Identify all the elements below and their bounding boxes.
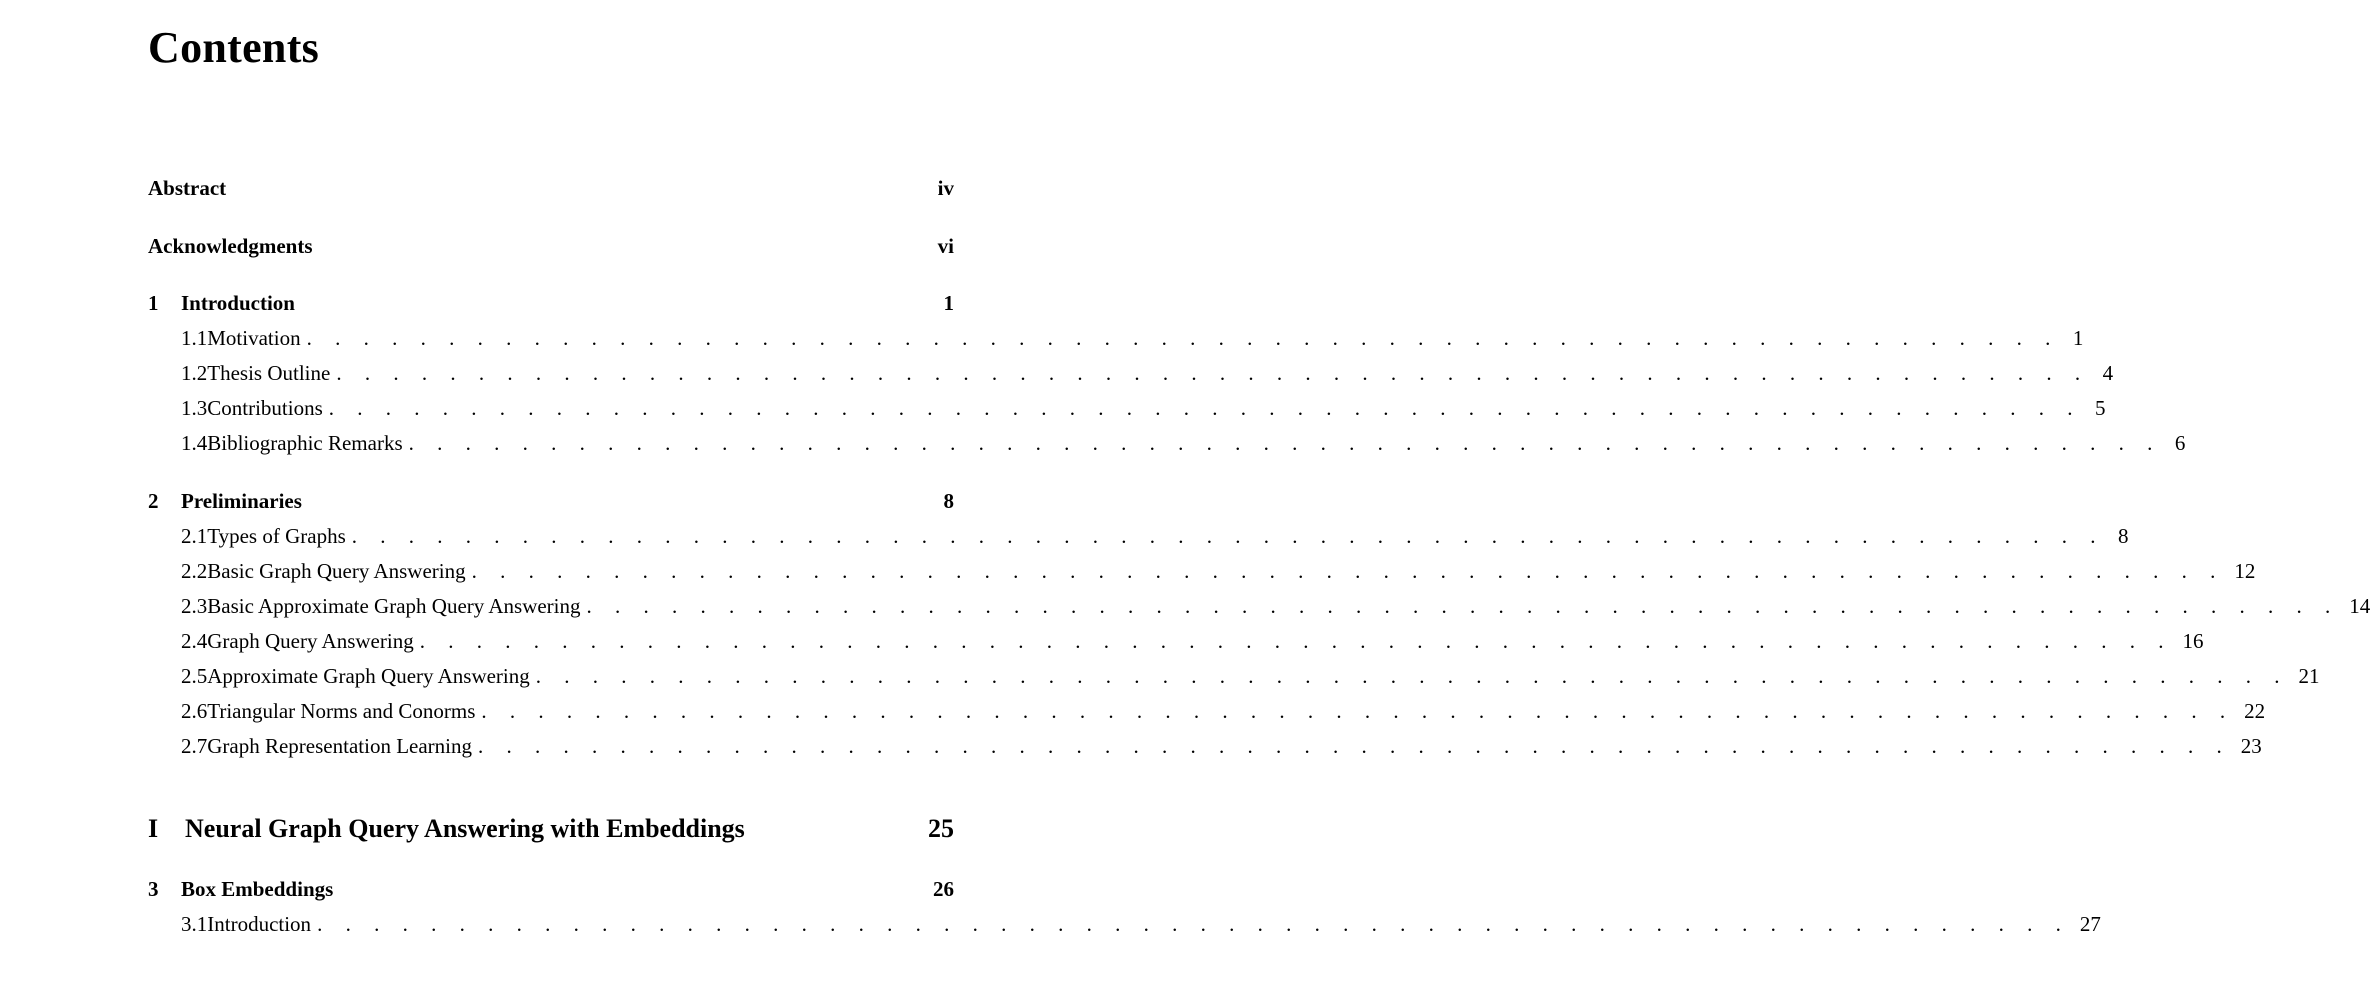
part-page: 25	[928, 814, 954, 843]
section-number: 2.2	[181, 559, 208, 583]
toc-section-1-4[interactable]	[148, 430, 2186, 456]
section-page: 22	[2244, 699, 2266, 723]
chapter-title: Introduction	[181, 291, 295, 315]
part-number: I	[148, 814, 159, 843]
toc-part-1[interactable]	[148, 814, 954, 844]
toc-section-2-5[interactable]	[148, 663, 2320, 689]
dot-leader: . . . . . . . . . . . . . . . . . . . . . . . . . . . . . . . . . . . . . . . . . . . . . . . . . . . . . . . . . . . . . .	[328, 396, 2082, 420]
toc-section-1-1[interactable]	[148, 325, 2084, 351]
entry-page: vi	[937, 234, 954, 258]
toc-section-2-2[interactable]	[148, 558, 2256, 584]
part-title: Neural Graph Query Answering with Embeddings	[185, 814, 745, 843]
section-page: 23	[2240, 734, 2262, 758]
toc-section-2-4[interactable]	[148, 628, 2204, 654]
chapter-title: Preliminaries	[181, 489, 302, 513]
section-page: 14	[2349, 594, 2370, 618]
section-page: 4	[2102, 361, 2114, 385]
section-number: 2.1	[181, 524, 208, 548]
toc-section-1-3[interactable]	[148, 395, 2106, 421]
section-title: Bibliographic Remarks	[207, 431, 403, 455]
section-title: Graph Representation Learning	[207, 734, 472, 758]
entry-title: Acknowledgments	[148, 234, 313, 258]
dot-leader: . . . . . . . . . . . . . . . . . . . . . . . . . . . . . . . . . . . . . . . . . . . . . . . . . . . . . . . . . . . . . .	[471, 559, 2225, 583]
dot-leader: . . . . . . . . . . . . . . . . . . . . . . . . . . . . . . . . . . . . . . . . . . . . . . . . . . . . . . . . . . . . . .	[535, 664, 2289, 688]
toc-section-2-7[interactable]	[148, 733, 2262, 759]
section-title: Basic Graph Query Answering	[207, 559, 466, 583]
section-page: 6	[2174, 431, 2186, 455]
section-title: Basic Approximate Graph Query Answering	[207, 594, 581, 618]
page-title: Contents	[148, 23, 320, 72]
section-page: 1	[2072, 326, 2084, 350]
toc-entry-abstract[interactable]	[148, 175, 954, 201]
dot-leader: . . . . . . . . . . . . . . . . . . . . . . . . . . . . . . . . . . . . . . . . . . . . . . . . . . . . . . . . . . . . . .	[481, 699, 2235, 723]
toc-section-2-3[interactable]	[148, 593, 2370, 619]
section-page: 21	[2298, 664, 2320, 688]
section-number: 1.2	[181, 361, 208, 385]
section-title: Motivation	[207, 326, 301, 350]
dot-leader: . . . . . . . . . . . . . . . . . . . . . . . . . . . . . . . . . . . . . . . . . . . . . . . . . . . . . . . . . . . . . .	[586, 594, 2340, 618]
dot-leader: . . . . . . . . . . . . . . . . . . . . . . . . . . . . . . . . . . . . . . . . . . . . . . . . . . . . . . . . . . . . . .	[351, 524, 2105, 548]
section-number: 3.1	[181, 912, 208, 936]
toc-section-2-6[interactable]	[148, 698, 2266, 724]
dot-leader: . . . . . . . . . . . . . . . . . . . . . . . . . . . . . . . . . . . . . . . . . . . . . . . . . . . . . . . . . . . . . .	[408, 431, 2162, 455]
chapter-number: 3	[148, 877, 159, 901]
section-number: 2.7	[181, 734, 208, 758]
chapter-page: 26	[933, 877, 954, 901]
section-number: 2.4	[181, 629, 208, 653]
section-number: 1.1	[181, 326, 208, 350]
section-number: 2.5	[181, 664, 208, 688]
section-title: Triangular Norms and Conorms	[207, 699, 476, 723]
toc-section-1-2[interactable]	[148, 360, 2114, 386]
section-number: 1.3	[181, 396, 208, 420]
dot-leader: . . . . . . . . . . . . . . . . . . . . . . . . . . . . . . . . . . . . . . . . . . . . . . . . . . . . . . . . . . . . . .	[336, 361, 2090, 385]
chapter-page: 8	[943, 489, 954, 513]
section-page: 16	[2182, 629, 2204, 653]
section-page: 12	[2234, 559, 2256, 583]
section-number: 1.4	[181, 431, 208, 455]
section-title: Thesis Outline	[207, 361, 331, 385]
section-title: Types of Graphs	[207, 524, 346, 548]
section-number: 2.3	[181, 594, 208, 618]
chapter-title: Box Embeddings	[181, 877, 334, 901]
toc-entry-acknowledgments[interactable]	[148, 233, 954, 259]
section-title: Approximate Graph Query Answering	[207, 664, 530, 688]
toc-chapter-2[interactable]	[148, 488, 954, 514]
entry-page: iv	[937, 176, 954, 200]
toc-chapter-1[interactable]	[148, 290, 954, 316]
dot-leader: . . . . . . . . . . . . . . . . . . . . . . . . . . . . . . . . . . . . . . . . . . . . . . . . . . . . . . . . . . . . . .	[419, 629, 2173, 653]
dot-leader: . . . . . . . . . . . . . . . . . . . . . . . . . . . . . . . . . . . . . . . . . . . . . . . . . . . . . . . . . . . . . .	[317, 912, 2070, 936]
dot-leader: . . . . . . . . . . . . . . . . . . . . . . . . . . . . . . . . . . . . . . . . . . . . . . . . . . . . . . . . . . . . . .	[306, 326, 2060, 350]
toc-section-3-1[interactable]	[148, 911, 2101, 937]
section-title: Graph Query Answering	[207, 629, 414, 653]
section-page: 27	[2079, 912, 2101, 936]
chapter-number: 2	[148, 489, 159, 513]
section-title: Contributions	[207, 396, 323, 420]
toc-section-2-1[interactable]	[148, 523, 2129, 549]
dot-leader: . . . . . . . . . . . . . . . . . . . . . . . . . . . . . . . . . . . . . . . . . . . . . . . . . . . . . . . . . . . . . .	[478, 734, 2231, 758]
chapter-page: 1	[943, 291, 954, 315]
section-page: 5	[2095, 396, 2106, 420]
chapter-number: 1	[148, 291, 159, 315]
section-page: 8	[2118, 524, 2129, 548]
toc-chapter-3[interactable]	[148, 876, 954, 902]
section-title: Introduction	[207, 912, 312, 936]
section-number: 2.6	[181, 699, 208, 723]
entry-title: Abstract	[148, 176, 227, 200]
